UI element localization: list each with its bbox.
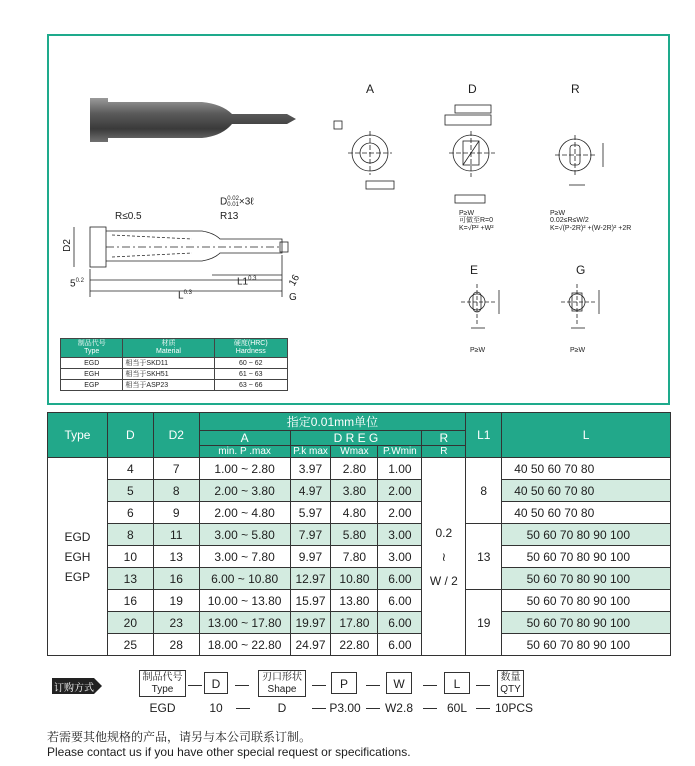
mat-row: EGH 相当于SKH51 61 ~ 63 [61, 369, 288, 380]
order-w-box: W [386, 672, 412, 694]
mat-row: EGP 相当于ASP23 63 ~ 66 [61, 380, 288, 391]
mat-h-hardness: 硬度(HRC) Hardness [214, 339, 287, 358]
h-minp: min. P .max [199, 446, 290, 458]
view-d-drawing [435, 103, 515, 208]
five-label: $5^{0.2}$ [70, 278, 84, 290]
order-l-box: L [444, 672, 470, 694]
example-l: 60L [446, 701, 468, 715]
order-p-box: P [331, 672, 357, 694]
h-dreg: D R E G [290, 431, 422, 446]
type-cell: EGD EGH EGP [48, 458, 108, 656]
example-w: W2.8 [384, 701, 413, 715]
table-row: 20 23 13.00 ~ 17.80 19.97 17.80 6.00 50 60 70 80 90 100 [48, 612, 671, 634]
h-unit: 指定0.01mm单位 [199, 413, 466, 431]
order-d-box: D [204, 672, 228, 694]
spec-table [47, 412, 671, 656]
h-pk: P.k max [290, 446, 331, 458]
r13-label: R13 [220, 211, 239, 222]
footer-en: Please contact us if you have other special request or specifications. [47, 745, 411, 759]
h-d: D [107, 413, 153, 458]
notes-r: P≥W 0.02≤R≤W/2 K=√(P-2R)² +(W-2R)² +2R [550, 210, 632, 232]
notes-g: P≥W [570, 347, 586, 354]
dash: — [366, 676, 380, 692]
h-type: Type [48, 413, 108, 458]
order-type-box: 制品代号 Type [139, 670, 186, 697]
table-row: 16 19 10.00 ~ 13.80 15.97 13.80 6.00 19 50 60 70 80 90 100 [48, 590, 671, 612]
h-r: R [422, 431, 466, 446]
table-row: 5 8 2.00 ~ 3.80 4.97 3.80 2.00 40 50 60 70 80 [48, 480, 671, 502]
l-label: $L^{0.3}$ [178, 290, 192, 302]
mat-row: EGD 相当于SKD11 60 ~ 62 [61, 358, 288, 369]
mat-h-type: 制品代号 Type [61, 339, 123, 358]
h-r2: R [422, 446, 466, 458]
notes-d: P≥W 可做至R=0 K=√P² +W² [459, 210, 494, 232]
dash: — [476, 699, 490, 715]
l1-group: 8 [466, 458, 502, 524]
dash: — [476, 676, 490, 692]
material-table [60, 338, 288, 391]
table-row: EGD EGH EGP 4 7 1.00 ~ 2.80 3.97 2.80 1.00 0.2 ≀ W / 2 8 40 50 60 70 80 [48, 458, 671, 480]
g-label: G [289, 292, 297, 303]
dash: — [423, 676, 437, 692]
h-l: L [502, 413, 671, 458]
r05-label: R≤0.5 [115, 211, 142, 222]
dash: — [312, 676, 326, 692]
d2-label: D2 [61, 239, 73, 252]
view-g-drawing [555, 280, 615, 340]
mat-h-material: 材质 Material [123, 339, 214, 358]
view-a-title: A [366, 82, 375, 96]
l1-group: 13 [466, 524, 502, 590]
dash: — [235, 676, 249, 692]
table-row: 8 11 3.00 ~ 5.80 7.97 5.80 3.00 13 50 60 70 80 90 100 [48, 524, 671, 546]
view-a-drawing [330, 115, 400, 195]
h-a: A [199, 431, 290, 446]
order-badge-label: 订购方式 [54, 683, 94, 694]
view-e-title: E [470, 263, 479, 277]
example-type: EGD [149, 701, 176, 715]
order-shape-box: 刃口形状 Shape [258, 670, 306, 697]
h-l1: L1 [466, 413, 502, 458]
example-p: P3.00 [329, 701, 361, 715]
dash: — [236, 699, 250, 715]
view-r-title: R [571, 82, 580, 96]
h-d2: D2 [153, 413, 199, 458]
table-row: 6 9 2.00 ~ 4.80 5.97 4.80 2.00 40 50 60 70 80 [48, 502, 671, 524]
dash: — [312, 699, 326, 715]
dash: — [366, 699, 380, 715]
h-pwmin: P.Wmin [378, 446, 422, 458]
dash: — [188, 676, 202, 692]
view-g-title: G [576, 263, 586, 277]
footer-cn: 若需要其他规格的产品，请另与本公司联系订制。 [47, 730, 312, 744]
table-row: 10 13 3.00 ~ 7.80 9.97 7.80 3.00 50 60 70 80 90 100 [48, 546, 671, 568]
punch-photo [82, 92, 302, 142]
table-row: 25 28 18.00 ~ 22.80 24.97 22.80 6.00 50 60 70 80 90 100 [48, 634, 671, 656]
order-qty-box: 数量 QTY [497, 670, 524, 697]
l1-label: $L1^{0.3}$ [237, 276, 257, 288]
l1-group: 19 [466, 590, 502, 656]
example-d: 10 [209, 701, 223, 715]
view-r-drawing [545, 115, 615, 195]
angle-label: 16 [287, 272, 303, 289]
view-d-title: D [468, 82, 477, 96]
example-shape: D [277, 701, 287, 715]
h-wmax: Wmax [331, 446, 378, 458]
d-tol-label: D0.02 0.01×3ℓ [220, 196, 254, 208]
r-range-cell: 0.2 ≀ W / 2 [422, 458, 466, 656]
view-e-drawing [455, 280, 515, 340]
dash: — [423, 699, 437, 715]
table-row: 13 16 6.00 ~ 10.80 12.97 10.80 6.00 50 60 70 80 90 100 [48, 568, 671, 590]
example-qty: 10PCS [494, 701, 534, 715]
notes-e: P≥W [470, 347, 486, 354]
